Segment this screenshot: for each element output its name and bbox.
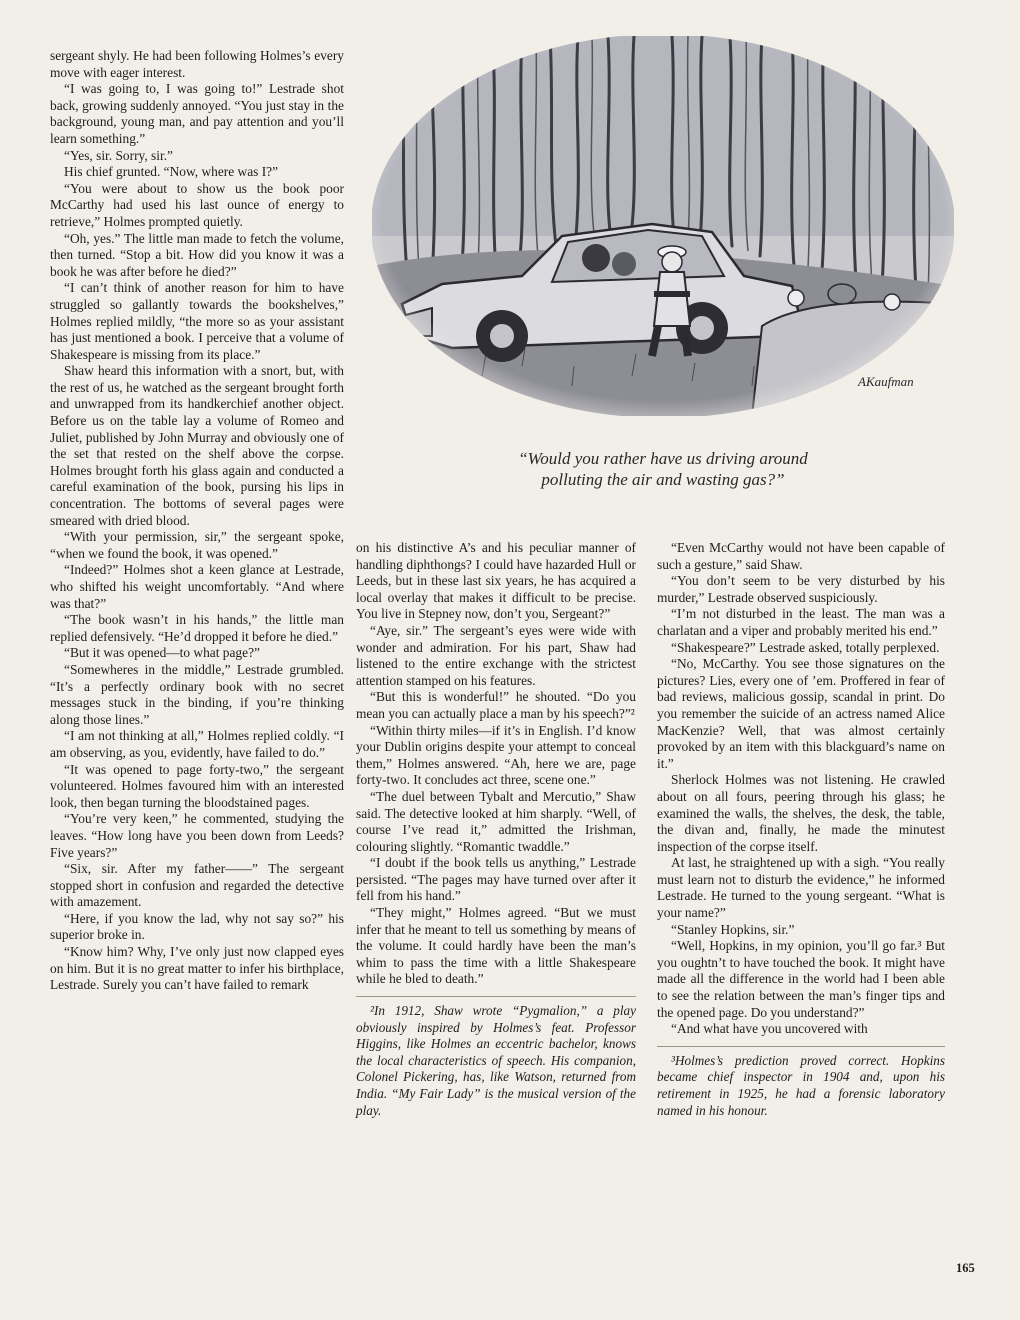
paragraph: At last, he straightened up with a sigh. “You really must learn not to disturb the evidence,” he informed Lestrade. He turned to the young sergeant. “What is your name?” [657,855,945,921]
paragraph: “No, McCarthy. You see those signatures on the pictures? Lies, every one of ’em. Proffered in fear of bad reviews, malicious gossip, scandal in print. Do you remember the suicide of an actress named Alice MacKenzie? Well, that was almost certainly provoked by an item with this blackguard’s name on it.” [657,656,945,771]
paragraph: “But this is wonderful!” he shouted. “Do you mean you can actually place a man by his speech?”² [356,689,636,721]
paragraph: “But it was opened—to what page?” [64,645,260,661]
paragraph: Shaw heard this information with a snort, but, with the rest of us, he watched as the sergeant brought forth and unwrapped from its handkerchief another object. Before us on the table lay a volume of Romeo and Juliet, published by John Murray and obviously one of the set that rested on the shelf above the corpse. Holmes brought forth his glass again and conducted a careful examination of the book, pursing his lips in concentration. The bottoms of several pages were smeared with dried blood. [50,363,344,528]
paragraph: “Within thirty miles—if it’s in English. I’d know your Dublin origins despite your attempt to conceal them,” Holmes answered. “Ah, here we are, page forty-two. It concludes act three, scene one.” [356,722,636,788]
paragraph: “You were about to show us the book poor McCarthy had used his last ounce of energy to retrieve,” Holmes prompted quietly. [50,180,344,229]
text-column-1 [50,48,344,994]
footnote-3 [657,1046,945,1119]
paragraph: “Six, sir. After my father——” The sergeant stopped short in confusion and regarded the detective with amazement. [50,861,344,910]
caption-line-2: polluting the air and wasting gas?” [541,470,785,489]
paragraph: “Aye, sir.” The sergeant’s eyes were wide with wonder and admiration. For his part, Shaw had listened to the entire exchange with the strictest attention stamped on his features. [356,622,636,688]
paragraph: “Somewheres in the middle,” Lestrade grumbled. “It’s a perfectly ordinary book with no secret messages stuck in the binding, if you’re thinking along those lines.” [50,661,344,727]
cartoon-illustration [372,36,954,416]
paragraph: “Even McCarthy would not have been capable of such a gesture,” said Shaw. [657,540,945,572]
paragraph: “You don’t seem to be very disturbed by his murder,” Lestrade observed suspiciously. [657,573,945,605]
footnote-text: ³Holmes’s prediction proved correct. Hopkins became chief inspector in 1904 and, upon his retirement in 1925, he had a forensic laboratory named in his honour. [657,1052,945,1118]
paragraph: “With your permission, sir,” the sergeant spoke, “when we found the book, it was opened.” [50,529,344,561]
paragraph: Sherlock Holmes was not listening. He crawled about on all fours, peering through his glass; he examined the walls, the shelves, the desk, the table, the divan and, finally, he made the minutest inspection of the corpse itself. [657,772,945,854]
paragraph: “Shakespeare?” Lestrade asked, totally perplexed. [671,639,940,655]
paragraph: “Oh, yes.” The little man made to fetch the volume, then turned. “Stop a bit. How did you know it was a book he was after before he died?” [50,230,344,279]
paragraph: “And what have you uncovered with [671,1021,868,1037]
paragraph: “The duel between Tybalt and Mercutio,” Shaw said. The detective looked at him sharply. “Well, of course I’ve read it,” admitted the Irishman, colouring slightly. “Romantic twaddle.” [356,788,636,854]
paragraph: “Yes, sir. Sorry, sir.” [64,147,173,163]
paragraph: “You’re very keen,” he commented, studying the leaves. “How long have you been down from Leeds? Five years?” [50,811,344,860]
paragraph: “I am not thinking at all,” Holmes replied coldly. “I am observing, as you, evidently, have failed to do.” [50,728,344,760]
paragraph: sergeant shyly. He had been following Holmes’s every move with eager interest. [50,48,344,80]
paragraph: “I doubt if the book tells us anything,” Lestrade persisted. “The pages may have turned over after it fell from his hand.” [356,855,636,904]
paragraph: “Well, Hopkins, in my opinion, you’ll go far.³ But you oughtn’t to have touched the book. It might have made all the difference in the world had I been able to see the relation between the man’s finger tips and the opened page. Do you understand?” [657,938,945,1020]
text-column-3 [657,540,945,1119]
paragraph: “I was going to, I was going to!” Lestrade shot back, growing suddenly annoyed. “You just stay in the background, young man, and pay attention and you’ll learn something.” [50,81,344,146]
paragraph: on his distinctive A’s and his peculiar manner of handling diphthongs? I could have hazarded Hull or Leeds, but in these last six years, he has acquired a local overlay that makes it difficult to be precise. You live in Stepney now, don’t you, Sergeant?” [356,540,636,622]
cartoon-caption [372,448,954,490]
paragraph: “It was opened to page forty-two,” the sergeant volunteered. Holmes favoured him with an interested look, then began turning the bloodstained pages. [50,761,344,810]
text-column-2 [356,540,636,1119]
artist-signature: AKaufman [858,374,914,389]
caption-line-1: “Would you rather have us driving around [518,449,808,468]
paragraph: “I’m not disturbed in the least. The man was a charlatan and a viper and probably merited his end.” [657,606,945,638]
footnote-text: ²In 1912, Shaw wrote “Pygmalion,” a play obviously inspired by Holmes’s feat. Professor Higgins, like Holmes an eccentric bachelor, knows the local characteristics of speech. His companion, Colonel Pickering, has, like Watson, returned from India. “My Fair Lady” is the musical version of the play. [356,1003,636,1118]
footnote-2 [356,996,636,1119]
paragraph: “Indeed?” Holmes shot a keen glance at Lestrade, who shifted his weight uncomfortably. “And where was that?” [50,562,344,611]
paragraph: “The book wasn’t in his hands,” the little man replied defensively. “He’d dropped it before he died.” [50,612,344,644]
paragraph: “Stanley Hopkins, sir.” [671,921,795,937]
paragraph: “Here, if you know the lad, why not say so?” his superior broke in. [50,910,344,943]
paragraph: “I can’t think of another reason for him to have struggled so gallantly towards the bookshelves,” Holmes replied mildly, “the more so as your assistant has just mentioned a book. I perceive that a volume of Shakespeare is missing from its place.” [50,280,344,362]
paragraph: His chief grunted. “Now, where was I?” [64,164,279,180]
paragraph: “They might,” Holmes agreed. “But we must infer that he meant to tell us something by means of the volume. It could hardly have been the man’s whim to pass the time with a little Shakespeare while he bled to death.” [356,905,636,987]
paragraph: “Know him? Why, I’ve only just now clapped eyes on him. But it is no great matter to infer his birthplace, Lestrade. Surely you can’t have failed to remark [50,944,344,993]
page-number: 165 [956,1261,975,1275]
